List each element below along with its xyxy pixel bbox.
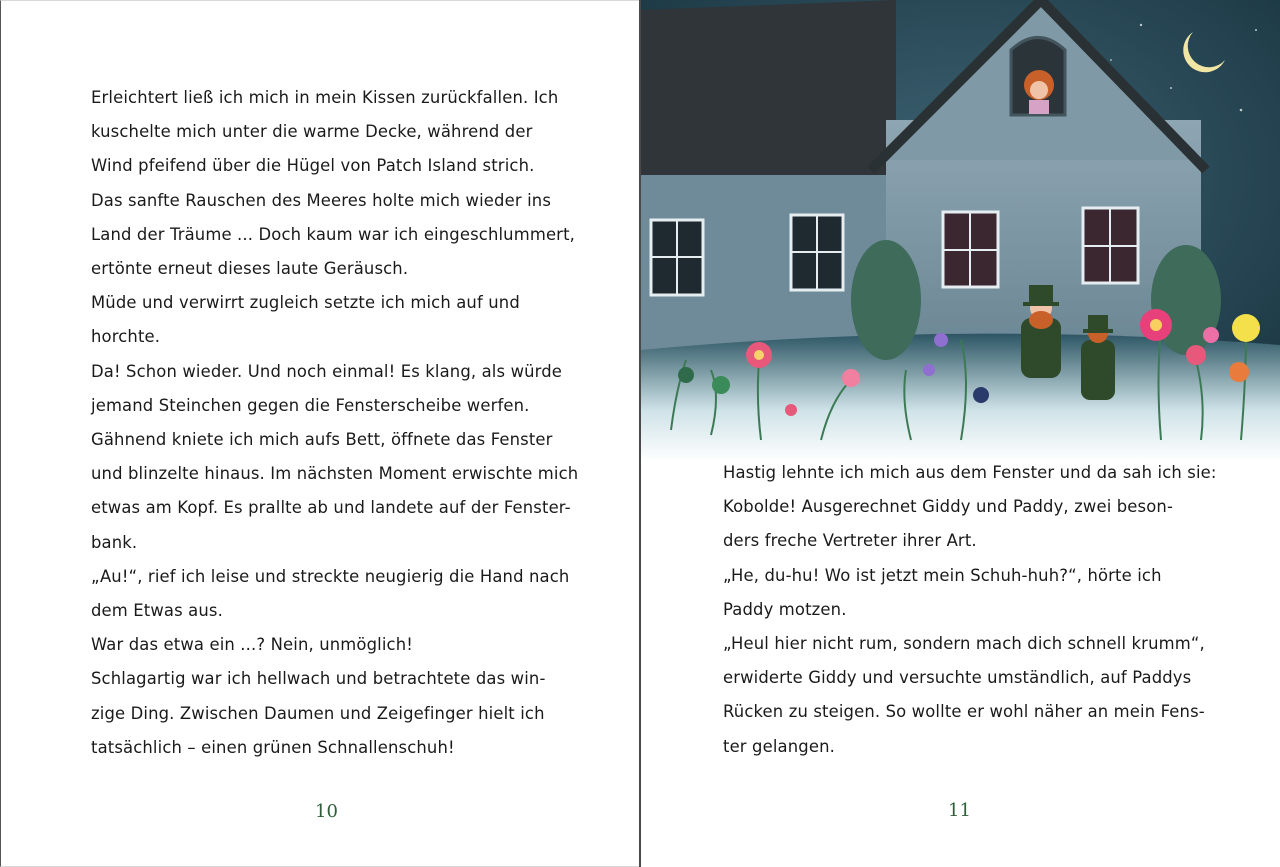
right-page-text [723, 456, 1217, 764]
paragraph: Hastig lehnte ich mich aus dem Fenster und da sah ich sie: Kobolde! Ausgerechnet Giddy und Paddy, zwei beson- ders freche Vertreter ihrer Art. [723, 463, 1217, 551]
paragraph: Müde und verwirrt zugleich setzte ich mich auf und horchte. [91, 293, 520, 347]
night-house-illustration [641, 0, 1280, 462]
page-number: 11 [948, 800, 971, 821]
paragraph: Da! Schon wieder. Und noch einmal! Es klang, als würde jemand Steinchen gegen die Fensterscheibe werfen. Gähnend kniete ich mich aufs Bett, öffnete das Fenster und blinzelte hinaus. Im nächsten Moment erwischte mich etwas am Kopf. Es prallte ab und landete auf der Fenster- bank. [91, 361, 579, 552]
right-page [641, 0, 1280, 867]
paragraph: Schlagartig war ich hellwach und betrachtete das win- zige Ding. Zwischen Daumen und Zeigefinger hielt ich tatsächlich – einen grünen Schnallenschuh! [91, 669, 546, 757]
page-number: 10 [315, 801, 338, 822]
paragraph: War das etwa ein ...? Nein, unmöglich! [91, 635, 413, 655]
paragraph: „Heul hier nicht rum, sondern mach dich schnell krumm“, erwiderte Giddy und versuchte umständlich, auf Paddys Rücken zu steigen. So wollte er wohl näher an mein Fens- ter gelangen. [723, 634, 1205, 756]
paragraph: „He, du-hu! Wo ist jetzt mein Schuh-huh?“, hörte ich Paddy motzen. [723, 565, 1162, 619]
left-page-text [91, 81, 578, 765]
paragraph: Erleichtert ließ ich mich in mein Kissen zurückfallen. Ich kuschelte mich unter die warme Decke, während der Wind pfeifend über die Hügel von Patch Island strich. Das sanfte Rauschen des Meeres holte mich wieder ins Land der Träume ... Doch kaum war ich eingeschlummert, ertönte erneut dieses laute Geräusch. [91, 88, 576, 279]
paragraph: „Au!“, rief ich leise und streckte neugierig die Hand nach dem Etwas aus. [91, 566, 570, 621]
